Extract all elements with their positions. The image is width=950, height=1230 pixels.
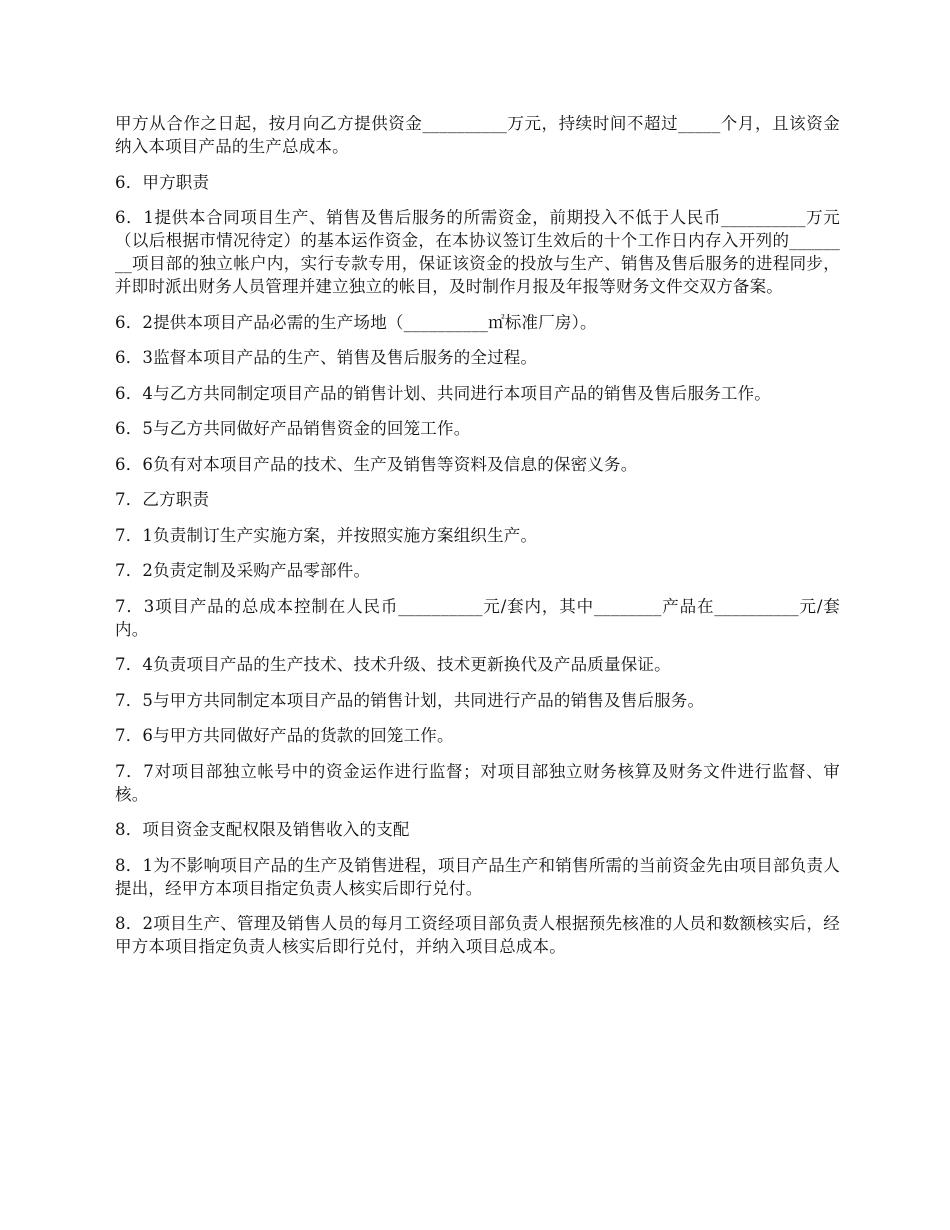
clause-6-5: 6．5与乙方共同做好产品销售资金的回笼工作。: [115, 419, 471, 438]
clause-6-3: 6．3监督本项目产品的生产、销售及售后服务的全过程。: [115, 348, 538, 367]
clause-7-6: 7．6与甲方共同做好产品的货款的回笼工作。: [115, 726, 454, 745]
clause-7-7: 7．7对项目部独立帐号中的资金运作进行监督；对项目部独立财务核算及财务文件进行监督、审核。: [115, 761, 840, 804]
heading-fund-allocation: 8．项目资金支配权限及销售收入的支配: [115, 820, 410, 839]
heading-party-a-duties: 6．甲方职责: [115, 172, 210, 192]
clause-8-1: 8．1为不影响项目产品的生产及销售进程，项目产品生产和销售所需的当前资金先由项目部负责人提出，经甲方本项目指定负责人核实后即行兑付。: [115, 855, 840, 898]
heading-party-b-duties: 7．乙方职责: [115, 490, 210, 509]
clause-7-3: 7．3项目产品的总成本控制在人民币__________元/套内，其中________产品在__________元/套内。: [115, 596, 840, 639]
clause-7-1: 7．1负责制订生产实施方案，并按照实施方案组织生产。: [115, 525, 538, 545]
clause-7-2: 7．2负责定制及采购产品零部件。: [115, 561, 371, 580]
clause-7-4: 7．4负责项目产品的生产技术、技术升级、技术更新换代及产品质量保证。: [115, 655, 671, 674]
paragraph-funding-intro: 甲方从合作之日起，按月向乙方提供资金__________万元，持续时间不超过_____个月，且该资金纳入本项目产品的生产总成本。: [115, 114, 840, 156]
clause-8-2: 8．2项目生产、管理及销售人员的每月工资经项目部负责人根据预先核准的人员和数额核实后，经甲方本项目指定负责人核实后即行兑付，并纳入项目总成本。: [115, 914, 840, 956]
clause-7-5: 7．5与甲方共同制定本项目产品的销售计划，共同进行产品的销售及售后服务。: [115, 690, 705, 710]
clause-6-2: 6．2提供本项目产品必需的生产场地（__________㎡标准厂房）。: [115, 312, 597, 332]
clause-6-6: 6．6负有对本项目产品的技术、生产及销售等资料及信息的保密义务。: [115, 454, 638, 474]
clause-6-4: 6．4与乙方共同制定项目产品的销售计划、共同进行本项目产品的销售及售后服务工作。: [115, 383, 771, 403]
document-page: [115, 112, 840, 971]
clause-6-1: 6．1提供本合同项目生产、销售及售后服务的所需资金，前期投入不低于人民币__________万元（以后根据市情况待定）的基本运作资金，在本协议签订生效后的十个工作日内存入开列的________项目部的独立帐户内，实行专款专用，保证该资金的投放与生产、销售及售后服务的进程同步，并即时派出财务人员管理并建立独立的帐目，及时制作月报及年报等财务文件交双方备案。: [115, 208, 840, 296]
